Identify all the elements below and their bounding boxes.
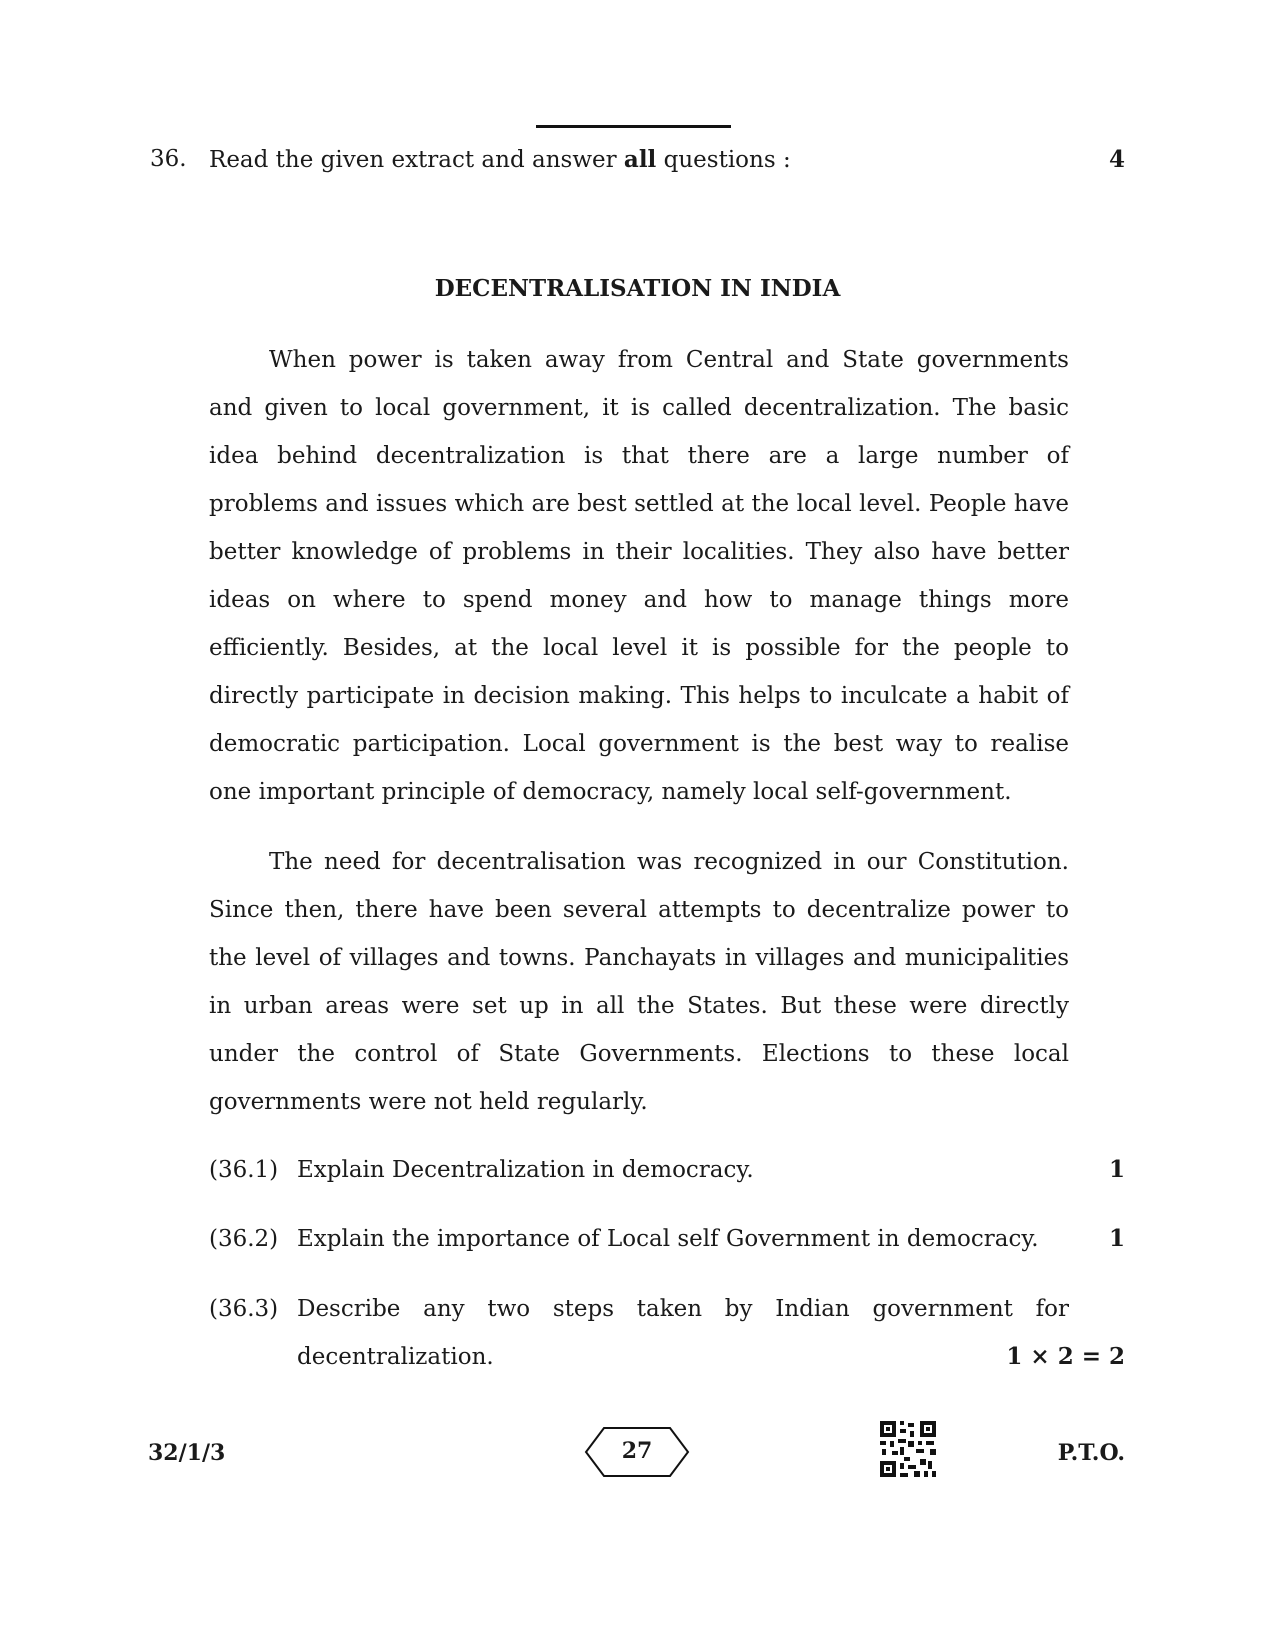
question-instruction: Read the given extract and answer all questions : [209, 146, 791, 173]
sub-question-marks: 1 × 2 = 2 [1006, 1343, 1125, 1370]
question-number: 36. [150, 146, 187, 172]
pto-label: P.T.O. [1057, 1440, 1125, 1466]
question-header [150, 146, 1125, 182]
qr-code-icon [880, 1421, 936, 1477]
sub-question-marks: 1 [1108, 1156, 1125, 1183]
sub-question-number: (36.3) [209, 1296, 279, 1322]
sub-question-text-line-2: decentralization. [297, 1344, 494, 1370]
page-number: 27 [621, 1438, 653, 1464]
sub-question-number: (36.2) [209, 1226, 279, 1252]
extract-paragraph-1: When power is taken away from Central and State governments and given to local government, it is called decentralization. The basic idea behind decentralization is that there are a large number of problems and issues which are best settled at the local level. People have better knowledge of problems in their localities. They also have better ideas on where to spend money and how to manage things more efficiently. Besides, at the local level it is possible for the people to directly participate in decision making. This helps to inculcate a habit of democratic participation. Local government is the best way to realise one important principle of democracy, namely local self-government. [209, 347, 1069, 805]
top-divider [536, 125, 731, 128]
sub-question-number: (36.1) [209, 1157, 279, 1183]
page-number-badge [584, 1426, 690, 1478]
extract-paragraph-2: The need for decentralisation was recognized in our Constitution. Since then, there have been several attempts to decentralize power to the level of villages and towns. Panchayats in villages and municipalities in urban areas were set up in all the States. But these were directly under the control of State Governments. Elections to these local governments were not held regularly. [209, 849, 1069, 1115]
sub-question-text-line-1: Describe any two steps taken by Indian government for [297, 1296, 1069, 1322]
extract-title: DECENTRALISATION IN INDIA [434, 275, 841, 302]
sub-question-text: Explain Decentralization in democracy. [297, 1157, 754, 1183]
question-marks: 4 [1108, 146, 1125, 173]
paper-code: 32/1/3 [148, 1440, 226, 1466]
sub-question-marks: 1 [1108, 1225, 1125, 1252]
sub-question-text: Explain the importance of Local self Government in democracy. [297, 1226, 1039, 1252]
